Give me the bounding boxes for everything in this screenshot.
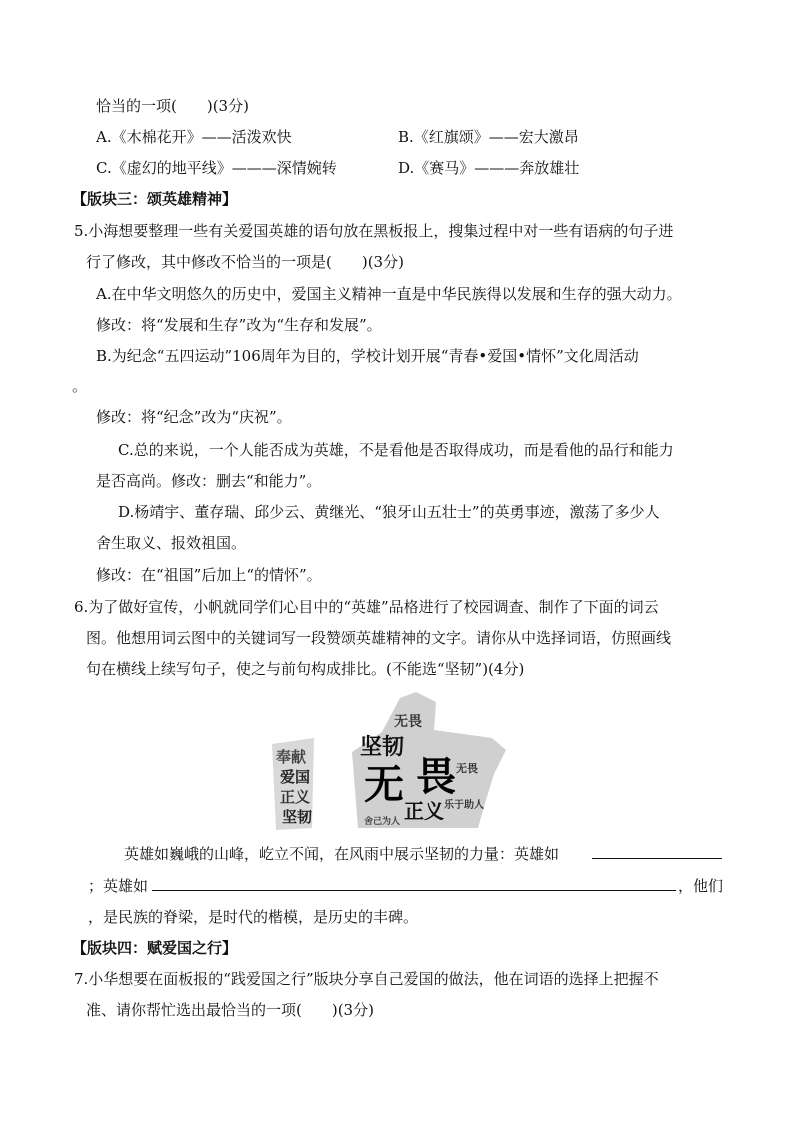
q5-option-d-line1: D.杨靖宇、董存瑞、邱少云、黄继光、“狼牙山五壮士”的英勇事迹，激荡了多少人 [118, 503, 660, 521]
section3-title: 【版块三：颂英雄精神】 [72, 190, 238, 208]
q6-line1: 6.为了做好宣传，小帆就同学们心目中的“英雄”品格进行了校园调查、制作了下面的词云 [74, 598, 659, 616]
cloud-word-1: 奉献 [276, 748, 307, 766]
q5-option-b: B.为纪念“五四运动”106周年为目的，学校计划开展“青春•爱国•情怀”文化周活动 [96, 347, 639, 365]
q6-answer-line1: 英雄如巍峨的山峰，屹立不闻，在风雨中展示坚韧的力量：英雄如 [124, 845, 560, 863]
q6-answer-line2b: ，他们 [678, 877, 724, 895]
q5-option-a: A.在中华文明悠久的历史中，爱国主义精神一直是中华民族得以发展和生存的强大动力。 [96, 285, 682, 303]
q6-line3: 句在横线上续写句子，使之与前句构成排比。(不能选“坚韧”)(4分) [86, 660, 525, 678]
cloud-word-2: 爱国 [280, 768, 311, 786]
q6-blank-2[interactable] [152, 890, 676, 891]
q5-option-b-fix: 修改：将“纪念”改为“庆祝”。 [96, 408, 292, 426]
q5-option-b-tail: 。 [72, 377, 88, 395]
q5-line2: 行了修改，其中修改不恰当的一项是( )(3分) [86, 253, 404, 271]
q7-line1: 7.小华想要在面板报的“践爱国之行”版块分享自己爱国的做法，他在词语的选择上把握不 [74, 970, 659, 988]
cloud-word-3: 正义 [280, 788, 311, 806]
q4-option-b: B.《红旗颂》——宏大激昂 [398, 128, 579, 146]
cloud-word-6: 无畏 [394, 714, 422, 730]
q4-option-d: D.《赛马》———奔放雄壮 [398, 159, 580, 177]
q4-option-a: A.《木棉花开》——活泼欢快 [96, 128, 292, 146]
q7-line2: 准、请你帮忙选出最恰当的一项( )(3分) [86, 1001, 374, 1019]
cloud-word-8: 畏 [416, 754, 456, 800]
q5-option-c-line1: C.总的来说，一个人能否成为英雄，不是看他是否取得成功，而是看他的品行和能力 [118, 441, 674, 459]
cloud-word-5: 坚韧 [360, 735, 405, 760]
cloud-word-12: 无畏 [456, 762, 478, 775]
cloud-word-10: 乐于助人 [444, 800, 484, 811]
cloud-word-11: 舍己为人 [364, 817, 401, 827]
q6-answer-line3: ，是民族的脊梁，是时代的楷模，是历史的丰碑。 [88, 908, 419, 926]
q6-line2: 图。他想用词云图中的关键词写一段赞颂英雄精神的文字。请你从中选择词语，仿照画线 [86, 629, 672, 647]
q4-option-c: C.《虚幻的地平线》———深情婉转 [96, 159, 337, 177]
q5-option-d-line2: 舍生取义、报效祖国。 [96, 534, 247, 552]
q6-answer-line2a: ；英雄如 [88, 877, 149, 895]
q5-line1: 5.小海想要整理一些有关爱国英雄的语句放在黑板报上，搜集过程中对一些有语病的句子进 [74, 222, 674, 240]
word-cloud-image [268, 690, 508, 832]
q6-blank-1[interactable] [592, 858, 722, 859]
section4-title: 【版块四：赋爱国之行】 [72, 939, 238, 957]
cloud-word-7: 无 [364, 762, 404, 808]
cloud-word-9: 正义 [404, 799, 444, 823]
q5-option-a-fix: 修改：将“发展和生存”改为“生存和发展”。 [96, 316, 382, 334]
q4-stem-end: 恰当的一项( )(3分) [96, 97, 249, 115]
q5-option-d-fix: 修改：在“祖国”后加上“的情怀”。 [96, 566, 322, 584]
q5-option-c-line2: 是否高尚。修改：删去“和能力”。 [96, 472, 322, 490]
cloud-word-4: 坚韧 [282, 808, 313, 826]
